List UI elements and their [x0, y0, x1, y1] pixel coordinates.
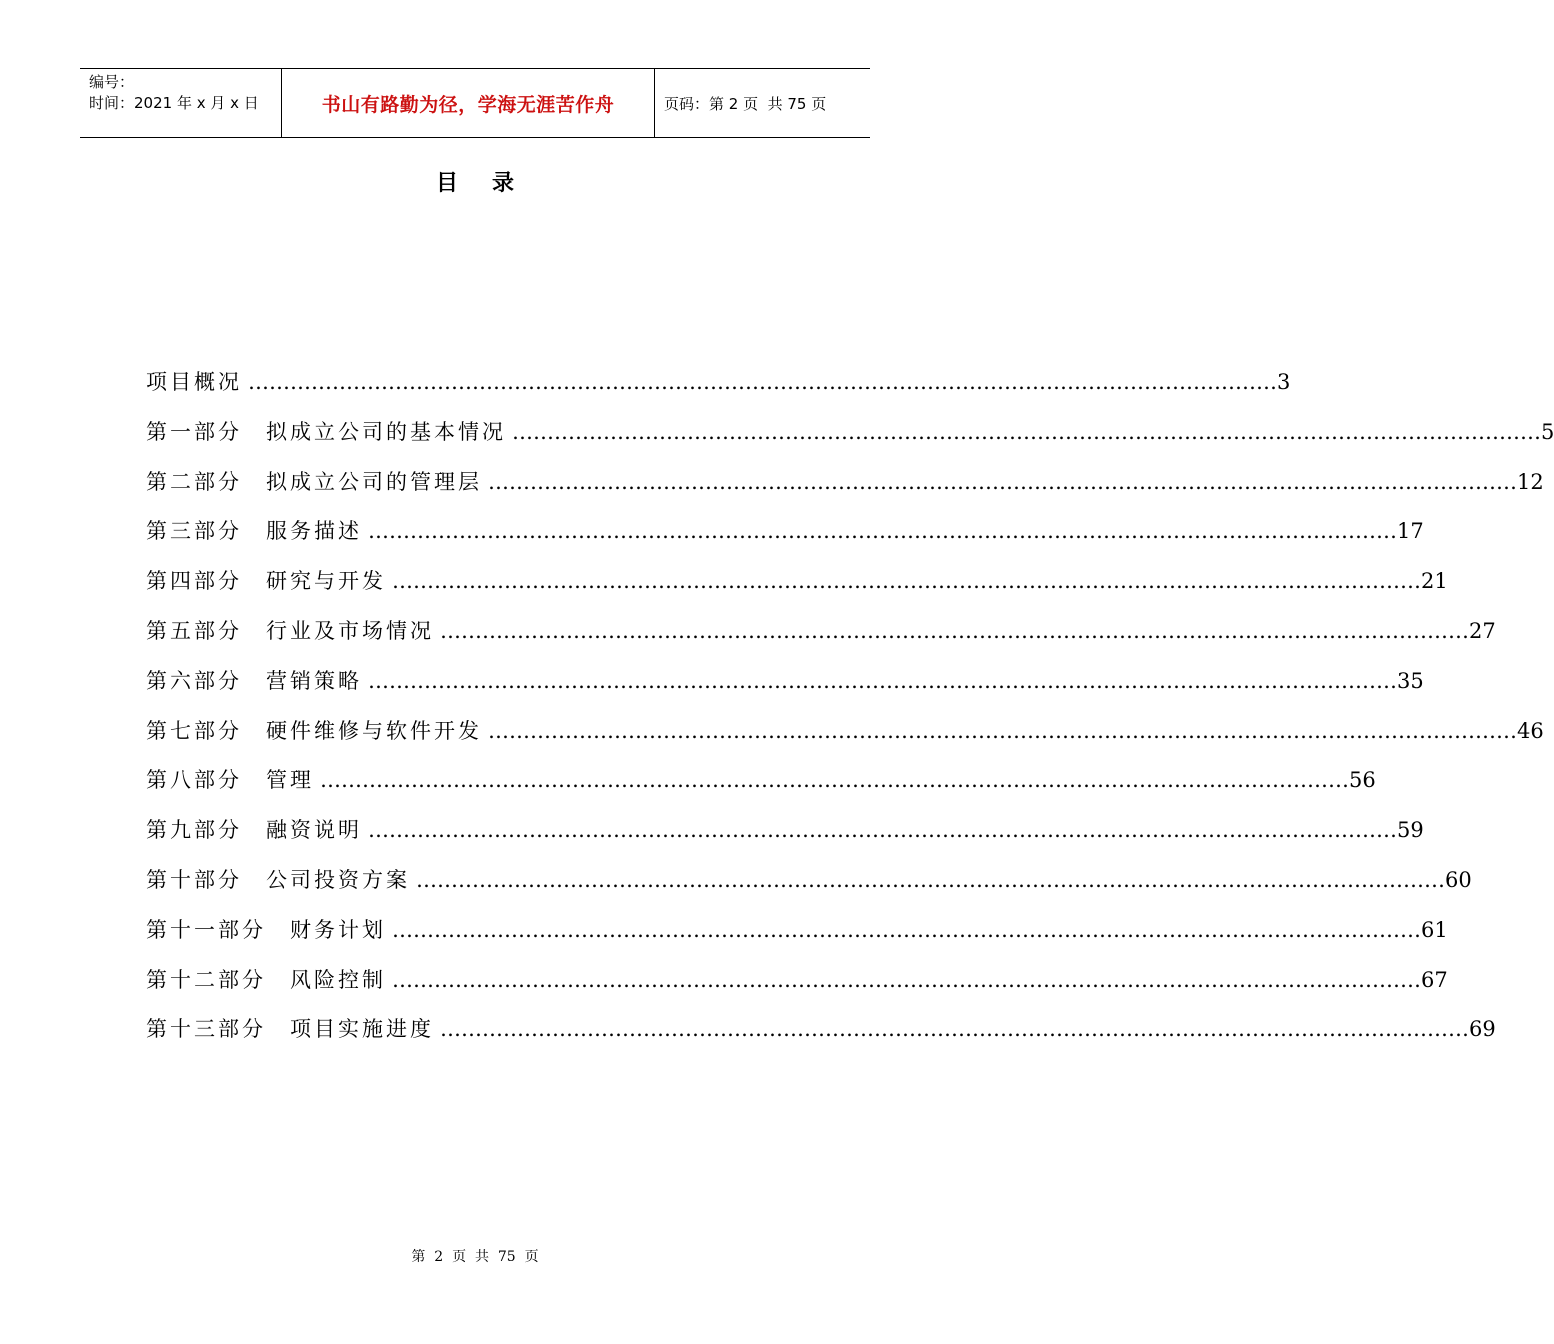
toc-entry[interactable] [146, 466, 1544, 516]
time-label: 时间：2021 年 x 月 x 日 [89, 94, 259, 112]
toc-leader-dots: ………………………………………………………………………………………………………………………………… [368, 668, 1397, 693]
toc-leader-dots: ………………………………………………………………………………………………………………………………… [440, 618, 1469, 643]
toc-leader-dots: ………………………………………………………………………………………………………………………………… [440, 1017, 1469, 1042]
header-motto: 书山有路勤为径，学海无涯苦作舟 [321, 93, 615, 116]
toc-entry[interactable] [146, 1013, 1496, 1063]
toc-entry-title: 项目概况 [146, 370, 242, 394]
toc-entry-title: 第六部分 营销策略 [146, 668, 362, 693]
toc-entry-title: 第七部分 硬件维修与软件开发 [146, 718, 482, 743]
toc-entry-title: 第四部分 研究与开发 [146, 569, 386, 594]
toc-entry-page: 67 [1421, 967, 1448, 992]
page-header [80, 68, 870, 138]
header-divider [654, 69, 655, 137]
serial-label: 编号： [89, 73, 135, 91]
toc-entry-title: 第五部分 行业及市场情况 [146, 618, 434, 643]
toc-entry-page: 27 [1469, 618, 1496, 643]
toc-entry-page: 60 [1445, 867, 1472, 892]
page-footer: 第 2 页 共 75 页 [411, 1249, 539, 1265]
toc-entry-page: 5 [1541, 419, 1554, 444]
toc-entry-page: 56 [1349, 768, 1376, 793]
toc-entry-title: 第八部分 管理 [146, 768, 314, 793]
toc-leader-dots: ………………………………………………………………………………………………………………………………… [488, 469, 1517, 494]
toc-leader-dots: ………………………………………………………………………………………………………………………………… [392, 569, 1421, 594]
toc-leader-dots: ………………………………………………………………………………………………………………………………… [416, 867, 1445, 892]
toc-entry-title: 第一部分 拟成立公司的基本情况 [146, 419, 506, 444]
toc-leader-dots: ………………………………………………………………………………………………………………………………… [320, 768, 1349, 793]
page-title: 目录 [435, 171, 548, 196]
toc-entry[interactable] [146, 964, 1448, 1014]
toc-entry-title: 第九部分 融资说明 [146, 818, 362, 843]
toc-entry[interactable] [146, 565, 1448, 615]
toc-entry-page: 17 [1397, 519, 1424, 544]
toc-leader-dots: ………………………………………………………………………………………………………………………………… [512, 419, 1541, 444]
toc-leader-dots: ………………………………………………………………………………………………………………………………… [368, 818, 1397, 843]
toc-entry[interactable] [146, 615, 1496, 665]
toc-entry[interactable] [146, 864, 1472, 914]
toc-entry-page: 59 [1397, 818, 1424, 843]
toc-entry[interactable] [146, 366, 1291, 416]
toc-entry-page: 46 [1517, 718, 1544, 743]
toc-entry-title: 第十三部分 项目实施进度 [146, 1017, 434, 1042]
toc-leader-dots: ………………………………………………………………………………………………………………………………… [248, 370, 1277, 394]
toc-entry-page: 69 [1469, 1017, 1496, 1042]
toc-entry[interactable] [146, 715, 1544, 765]
toc-leader-dots: ………………………………………………………………………………………………………………………………… [488, 718, 1517, 743]
toc-entry[interactable] [146, 814, 1424, 864]
toc-entry-page: 21 [1421, 569, 1448, 594]
toc-leader-dots: ………………………………………………………………………………………………………………………………… [368, 519, 1397, 544]
toc-entry[interactable] [146, 764, 1376, 814]
toc-entry-title: 第十二部分 风险控制 [146, 967, 386, 992]
toc-leader-dots: ………………………………………………………………………………………………………………………………… [392, 917, 1421, 942]
toc-entry-title: 第三部分 服务描述 [146, 519, 362, 544]
toc-entry-page: 3 [1277, 370, 1291, 394]
toc-entry-page: 12 [1517, 469, 1544, 494]
toc-entry[interactable] [146, 515, 1424, 565]
toc-entry-page: 61 [1421, 917, 1448, 942]
toc-entry[interactable] [146, 914, 1448, 964]
toc-entry[interactable] [146, 665, 1424, 715]
header-page-info: 页码：第 2 页 共 75 页 [664, 94, 827, 113]
table-of-contents [146, 366, 1554, 1063]
toc-entry[interactable] [146, 416, 1554, 466]
toc-entry-title: 第十一部分 财务计划 [146, 917, 386, 942]
toc-entry-title: 第十部分 公司投资方案 [146, 867, 410, 892]
toc-entry-page: 35 [1397, 668, 1424, 693]
header-meta [89, 72, 259, 114]
toc-entry-title: 第二部分 拟成立公司的管理层 [146, 469, 482, 494]
toc-leader-dots: ………………………………………………………………………………………………………………………………… [392, 967, 1421, 992]
